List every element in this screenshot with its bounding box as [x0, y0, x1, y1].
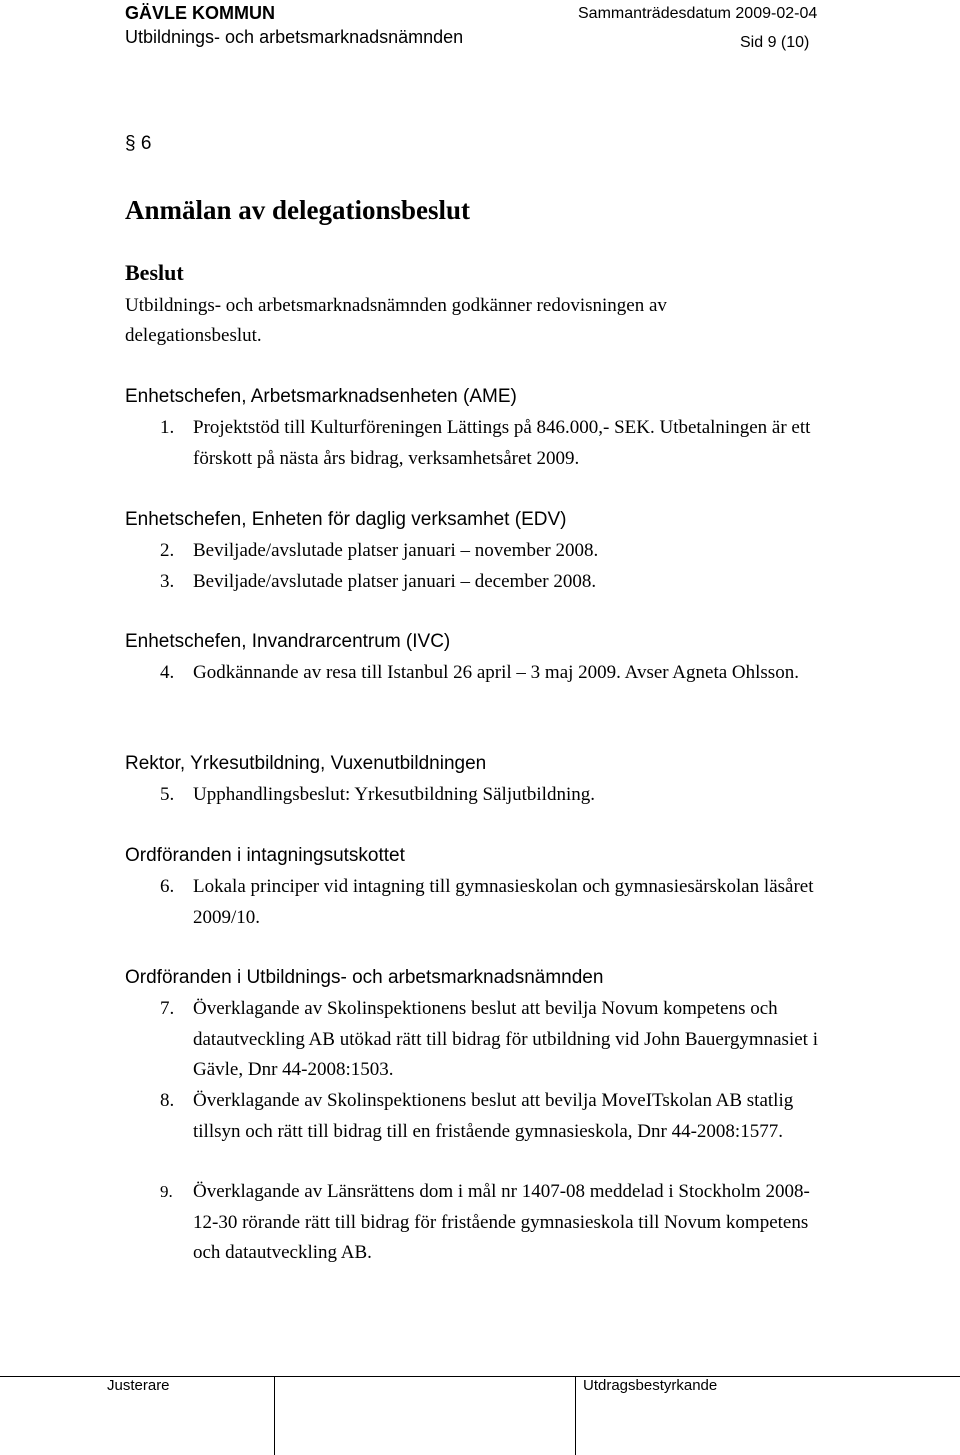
extract-certification-label: Utdragsbestyrkande — [583, 1377, 718, 1394]
item-number: 8. — [160, 1090, 175, 1111]
list-item: Beviljade/avslutade platser januari – november 2008. — [193, 540, 599, 561]
section-heading-edv: Enhetschefen, Enheten för daglig verksamhet (EDV) — [125, 509, 567, 530]
organization-name: GÄVLE KOMMUN — [125, 3, 275, 23]
adjuster-label: Justerare — [107, 1377, 170, 1394]
list-item: Projektstöd till Kulturföreningen Lättings på 846.000,- SEK. Utbetalningen är ett förskott på nästa års bidrag, verksamhetsåret 2009. — [193, 417, 811, 469]
item-number: 5. — [160, 784, 175, 805]
paragraph-number: § 6 — [125, 133, 152, 154]
section-heading-ivc: Enhetschefen, Invandrarcentrum (IVC) — [125, 631, 451, 652]
item-number: 4. — [160, 662, 175, 683]
list-item: Godkännande av resa till Istanbul 26 april – 3 maj 2009. Avser Agneta Ohlsson. — [193, 662, 799, 683]
meeting-date: Sammanträdesdatum 2009-02-04 — [578, 5, 818, 22]
page-title: Anmälan av delegationsbeslut — [125, 195, 471, 225]
item-number: 7. — [160, 998, 175, 1019]
footer-divider — [575, 1376, 576, 1455]
section-heading-admissions: Ordföranden i intagningsutskottet — [125, 845, 405, 866]
list-item: Överklagande av Länsrättens dom i mål nr 1407-08 meddelad i Stockholm 2008-12-30 rörande rätt till bidrag för fristående gymnasieskola till Novum kompetens och datautveckling AB. — [193, 1181, 810, 1263]
item-number: 1. — [160, 417, 175, 438]
board-name: Utbildnings- och arbetsmarknadsnämnden — [125, 27, 464, 47]
section-heading-ame: Enhetschefen, Arbetsmarknadsenheten (AME) — [125, 386, 517, 407]
item-number: 6. — [160, 876, 175, 897]
page-number: Sid 9 (10) — [740, 34, 810, 51]
decision-heading: Beslut — [125, 260, 184, 285]
list-item: Lokala principer vid intagning till gymnasieskolan och gymnasiesärskolan läsåret 2009/10. — [193, 876, 814, 928]
list-item: Upphandlingsbeslut: Yrkesutbildning Säljutbildning. — [193, 784, 595, 805]
item-number: 9. — [160, 1182, 173, 1201]
item-number: 3. — [160, 571, 175, 592]
list-item: Överklagande av Skolinspektionens beslut att bevilja Novum kompetens och datautveckling AB utökad rätt till bidrag för utbildning vid John Bauergymnasiet i Gävle, Dnr 44-2008:1503. — [193, 998, 818, 1080]
decision-text-line-1: Utbildnings- och arbetsmarknadsnämnden godkänner redovisningen av — [125, 295, 667, 316]
section-heading-chairman: Ordföranden i Utbildnings- och arbetsmarknadsnämnden — [125, 967, 604, 988]
list-item: Överklagande av Skolinspektionens beslut att bevilja MoveITskolan AB statlig tillsyn och rätt till bidrag till en fristående gymnasieskola, Dnr 44-2008:1577. — [193, 1090, 794, 1142]
item-number: 2. — [160, 540, 175, 561]
section-sign-icon: § — [125, 133, 136, 154]
section-heading-vocational: Rektor, Yrkesutbildning, Vuxenutbildningen — [125, 753, 487, 774]
decision-text-line-2: delegationsbeslut. — [125, 325, 262, 346]
list-item: Beviljade/avslutade platser januari – december 2008. — [193, 571, 597, 592]
footer-divider — [274, 1376, 275, 1455]
